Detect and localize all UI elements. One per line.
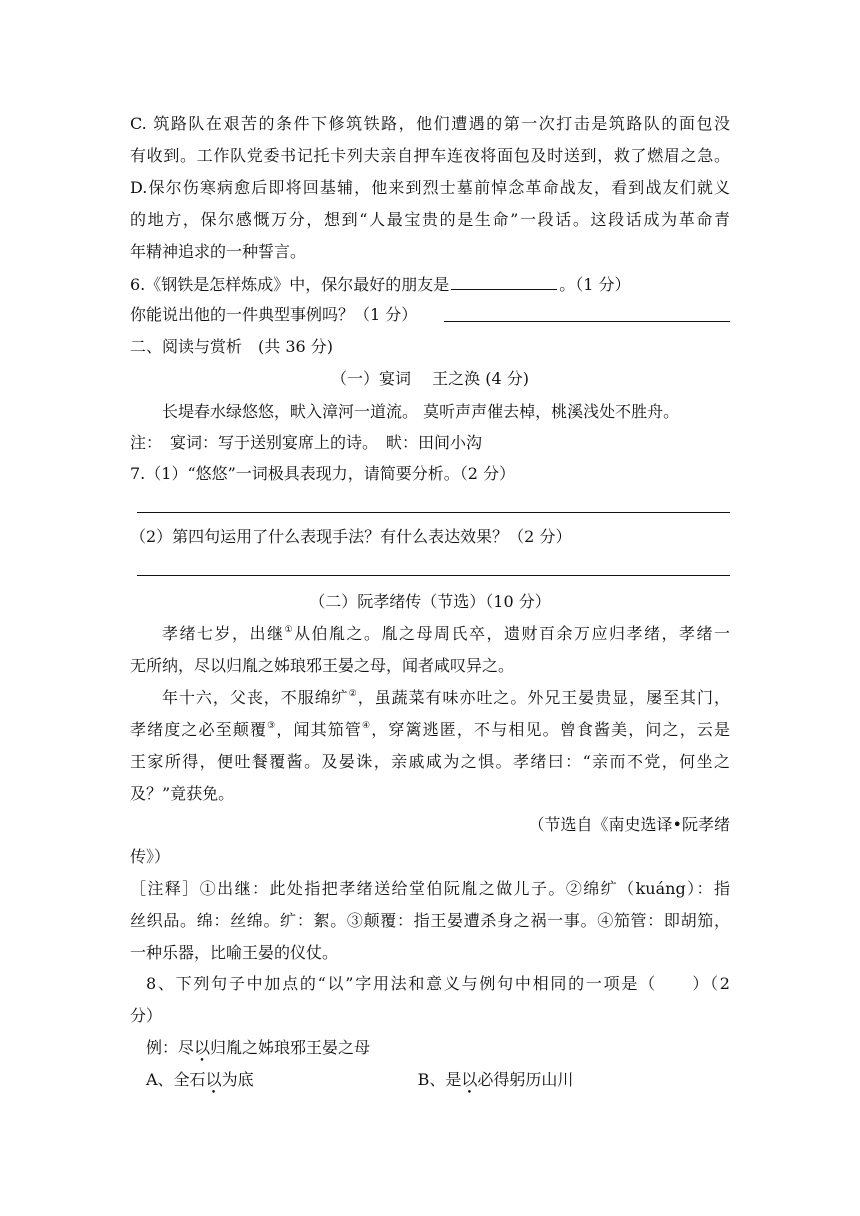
option-b[interactable]: B、是以必得躬历山川 — [417, 1070, 574, 1089]
question-7-part-1: 7.（1）“悠悠”一词极具表现力，请简要分析。（2 分） — [130, 464, 516, 483]
option-a[interactable]: A、全石以为底 — [146, 1070, 254, 1089]
option-d-line-2: 的地方，保尔感慨万分，想到“人最宝贵的是生命”一段话。这段话成为革命青 — [130, 210, 730, 229]
prose-para-2-line-2: 孝绪度之必至颠覆③，闻其笳管④，穿篱逃匿，不与相见。曾食酱美，问之，云是 — [130, 720, 730, 739]
question-8-line-1: 8、下列句子中加点的“以”字用法和意义与例句中相同的一项是（ ）（2 — [146, 974, 730, 993]
question-6-line-2: 你能说出他的一件典型事例吗？（1 分） — [130, 305, 418, 324]
notes-line-3: 一种乐器，比喻王晏的仪仗。 — [130, 943, 339, 962]
prose-title: （二）阮孝绪传（节选）（10 分） — [309, 592, 551, 611]
prose-para-2-line-4: 及？”竟获免。 — [130, 784, 235, 803]
question-7-part-2: （2）第四句运用了什么表现手法？有什么表达效果？（2 分） — [130, 527, 572, 546]
notes-line-1: ［注释］①出继：此处指把孝绪送给堂伯阮胤之做儿子。②绵纩（kuáng）：指 — [130, 879, 730, 898]
notes-line-2: 丝织品。绵：丝绵。纩：絮。③颠覆：指王晏遭杀身之祸一事。④笳管：即胡笳， — [130, 911, 730, 930]
emphasis-dot-yi-a: 以 — [205, 1070, 222, 1089]
section-2-heading: 二、阅读与赏析 (共 36 分) — [130, 337, 334, 356]
answer-blank-example[interactable] — [444, 321, 730, 322]
options-row — [146, 1070, 746, 1090]
question-6-line-1 — [130, 273, 730, 295]
option-c-line-2: 有收到。工作队党委书记托卡列夫亲自押车连夜将面包及时送到，救了燃眉之急。 — [130, 146, 730, 165]
poem-title: （一）宴词 王之涣 (4 分) — [331, 369, 529, 388]
footnote-mark-4: ④ — [362, 721, 372, 731]
example-sentence: 例：尽以归胤之姊琅邪王晏之母 — [146, 1038, 371, 1057]
prose-para-1-line-2: 无所纳，尽以归胤之姊琅邪王晏之母，闻者咸叹异之。 — [130, 656, 515, 675]
option-d-line-3: 年精神追求的一种誓言。 — [130, 242, 307, 261]
option-c-line-1: C. 筑路队在艰苦的条件下修筑铁路，他们遭遇的第一次打击是筑路队的面包没 — [130, 114, 730, 133]
answer-line-7-1[interactable] — [137, 512, 730, 513]
poem-note: 注： 宴词：写于送别宴席上的诗。 畎：田间小沟 — [130, 433, 483, 452]
footnote-mark-3: ③ — [267, 721, 277, 731]
option-d-line-1: D.保尔伤寒病愈后即将回基辅，他来到烈士墓前悼念革命战友，看到战友们就义 — [130, 178, 730, 197]
footnote-mark-2: ② — [348, 689, 358, 699]
question-8-line-2: 分） — [130, 1006, 163, 1025]
source-citation-line-2: 传》） — [130, 847, 171, 866]
question-6-prompt: 6.《钢铁是怎样炼成》中，保尔最好的朋友是 — [130, 275, 450, 294]
prose-para-1-line-1: 孝绪七岁，出继①从伯胤之。胤之母周氏卒，遗财百余万应归孝绪，孝绪一 — [162, 624, 730, 643]
emphasis-dot-yi: 以 — [194, 1038, 211, 1057]
footnote-mark-1: ① — [284, 625, 295, 635]
emphasis-dot-yi-b: 以 — [461, 1070, 478, 1089]
answer-line-7-2[interactable] — [137, 575, 730, 576]
source-citation-line-1: （节选自《南史选译•阮孝绪 — [528, 815, 730, 834]
poem-text: 长堤春水绿悠悠，畎入漳河一道流。 莫听声声催去棹，桃溪浅处不胜舟。 — [162, 402, 680, 421]
prose-para-2-line-3: 王家所得，便吐餐覆酱。及晏诛，亲戚咸为之惧。孝绪曰：“亲而不党，何坐之 — [130, 752, 730, 771]
prose-para-2-line-1: 年十六，父丧，不服绵纩②，虽蔬菜有味亦吐之。外兄王晏贵显，屡至其门， — [162, 688, 730, 707]
question-6-score: 。（1 分） — [559, 275, 631, 294]
answer-blank-friend[interactable] — [451, 273, 557, 290]
